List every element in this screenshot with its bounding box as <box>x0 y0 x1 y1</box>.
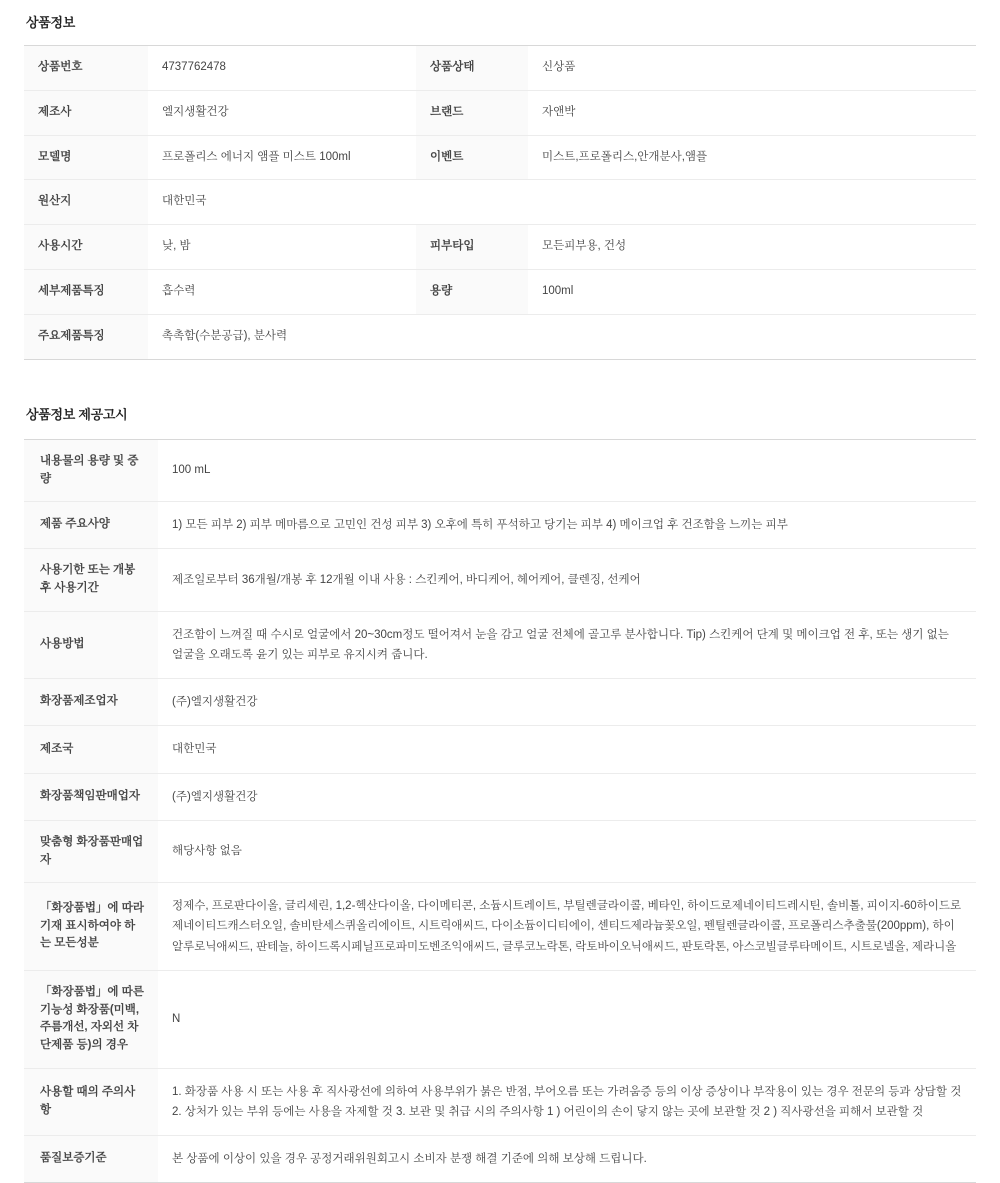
table-row <box>24 46 976 91</box>
row-label: 사용시간 <box>24 225 148 270</box>
table-row <box>24 502 976 549</box>
row-label: 사용방법 <box>24 612 158 679</box>
table-row <box>24 90 976 135</box>
disclosure-title: 상품정보 제공고시 <box>26 406 128 422</box>
row-label: 원산지 <box>24 180 148 225</box>
row-label: 상품번호 <box>24 46 148 91</box>
table-row <box>24 726 976 773</box>
row-label: 「화장품법」에 따라 기재 표시하여야 하는 모든성분 <box>24 883 158 970</box>
row-value: 해당사항 없음 <box>158 820 976 883</box>
row-label: 브랜드 <box>416 90 528 135</box>
table-row <box>24 820 976 883</box>
row-label: 제조사 <box>24 90 148 135</box>
row-value: 흡수력 <box>148 270 416 315</box>
product-info-title: 상품정보 <box>26 15 76 30</box>
row-label: 모델명 <box>24 135 148 180</box>
table-row <box>24 1136 976 1183</box>
row-label: 제조국 <box>24 726 158 773</box>
row-value: 100ml <box>528 270 976 315</box>
row-value: 대한민국 <box>158 726 976 773</box>
row-label: 상품상태 <box>416 46 528 91</box>
table-row <box>24 270 976 315</box>
row-label: 품질보증기준 <box>24 1136 158 1183</box>
row-value: 정제수, 프로판다이올, 글리세린, 1,2-헥산다이올, 다이메티콘, 소듐시트레이트, 부틸렌글라이콜, 베타인, 하이드로제네이티드레시틴, 솔비톨, 피이지-60하이드로제네이티드캐스터오일, 솔비탄세스퀴올리에이트, 시트릭애씨드, 다이소듐이디티에이, 센티드제라늄꽃오일, 펜틸렌글라이콜, 프로폴리스추출물(200ppm), 하이알루로닉애씨드, 판테놀, 하이드록시페닐프로파미도벤조익애씨드, 글루코노락톤, 락토바이오닉애씨드, 판토락톤, 아스코빌글루타메이트, 시트로넬올, 제라니올 <box>158 883 976 970</box>
table-row <box>24 773 976 820</box>
row-value: 제조일로부터 36개월/개봉 후 12개월 이내 사용 : 스킨케어, 바디케어, 헤어케어, 클렌징, 선케어 <box>158 549 976 612</box>
row-label: 사용기한 또는 개봉 후 사용기간 <box>24 549 158 612</box>
row-value: 4737762478 <box>148 46 416 91</box>
row-value: 프로폴리스 에너지 앰플 미스트 100ml <box>148 135 416 180</box>
row-value: 본 상품에 이상이 있을 경우 공정거래위원회고시 소비자 분쟁 해결 기준에 의해 보상해 드립니다. <box>172 1153 647 1166</box>
row-label: 내용물의 용량 및 중량 <box>24 439 158 502</box>
table-row <box>24 549 976 612</box>
table-row <box>24 180 976 225</box>
row-value: 1. 화장품 사용 시 또는 사용 후 직사광선에 의하여 사용부위가 붉은 반점, 부어오름 또는 가려움증 등의 이상 증상이나 부작용이 있는 경우 전문의 등과 상담할 것 2. 상처가 있는 부위 등에는 사용을 자제할 것 3. 보관 및 취급 시의 주의사항 1 ) 어린이의 손이 닿지 않는 곳에 보관할 것 2 ) 직사광선을 피해서 보관할 것 <box>158 1068 976 1135</box>
row-value: 대한민국 <box>148 180 976 225</box>
row-value: 자앤박 <box>528 90 976 135</box>
table-row <box>24 970 976 1068</box>
row-value: 신상품 <box>528 46 976 91</box>
row-label: 「화장품법」에 따른 기능성 화장품(미백, 주름개선, 자외선 차단제품 등)의 경우 <box>24 970 158 1068</box>
row-label: 이벤트 <box>416 135 528 180</box>
row-label: 피부타입 <box>416 225 528 270</box>
product-info-table <box>24 45 976 360</box>
row-value: 미스트,프로폴리스,안개분사,앰플 <box>528 135 976 180</box>
table-row <box>24 679 976 726</box>
table-row <box>24 314 976 359</box>
row-label: 사용할 때의 주의사항 <box>24 1068 158 1135</box>
table-row <box>24 135 976 180</box>
disclosure-table <box>24 439 976 1183</box>
row-value: 1) 모든 피부 2) 피부 메마름으로 고민인 건성 피부 3) 오후에 특히 푸석하고 당기는 피부 4) 메이크업 후 건조함을 느끼는 피부 <box>158 502 976 549</box>
table-row <box>24 225 976 270</box>
row-value: N <box>158 970 976 1068</box>
row-value: (주)엘지생활건강 <box>158 773 976 820</box>
row-label: 화장품책임판매업자 <box>24 773 158 820</box>
row-label: 용량 <box>416 270 528 315</box>
table-row <box>24 883 976 970</box>
row-label: 세부제품특징 <box>24 270 148 315</box>
row-label: 주요제품특징 <box>24 314 148 359</box>
row-value: 엘지생활건강 <box>148 90 416 135</box>
row-value: 100 mL <box>158 439 976 502</box>
row-label: 화장품제조업자 <box>24 679 158 726</box>
row-label: 맞춤형 화장품판매업자 <box>24 820 158 883</box>
table-row <box>24 1068 976 1135</box>
row-value: 건조함이 느껴질 때 수시로 얼굴에서 20~30cm정도 떨어져서 눈을 감고 얼굴 전체에 골고루 분사합니다. Tip) 스킨케어 단계 및 메이크업 전 후, 또는 생기 없는 얼굴을 오래도록 윤기 있는 피부로 유지시켜 줍니다. <box>158 612 976 679</box>
row-value: 모든피부용, 건성 <box>528 225 976 270</box>
row-value: 낮, 밤 <box>148 225 416 270</box>
table-row <box>24 612 976 679</box>
row-value: 촉촉함(수분공급), 분사력 <box>162 329 288 342</box>
row-value: (주)엘지생활건강 <box>158 679 976 726</box>
table-row <box>24 439 976 502</box>
row-label: 제품 주요사양 <box>24 502 158 549</box>
